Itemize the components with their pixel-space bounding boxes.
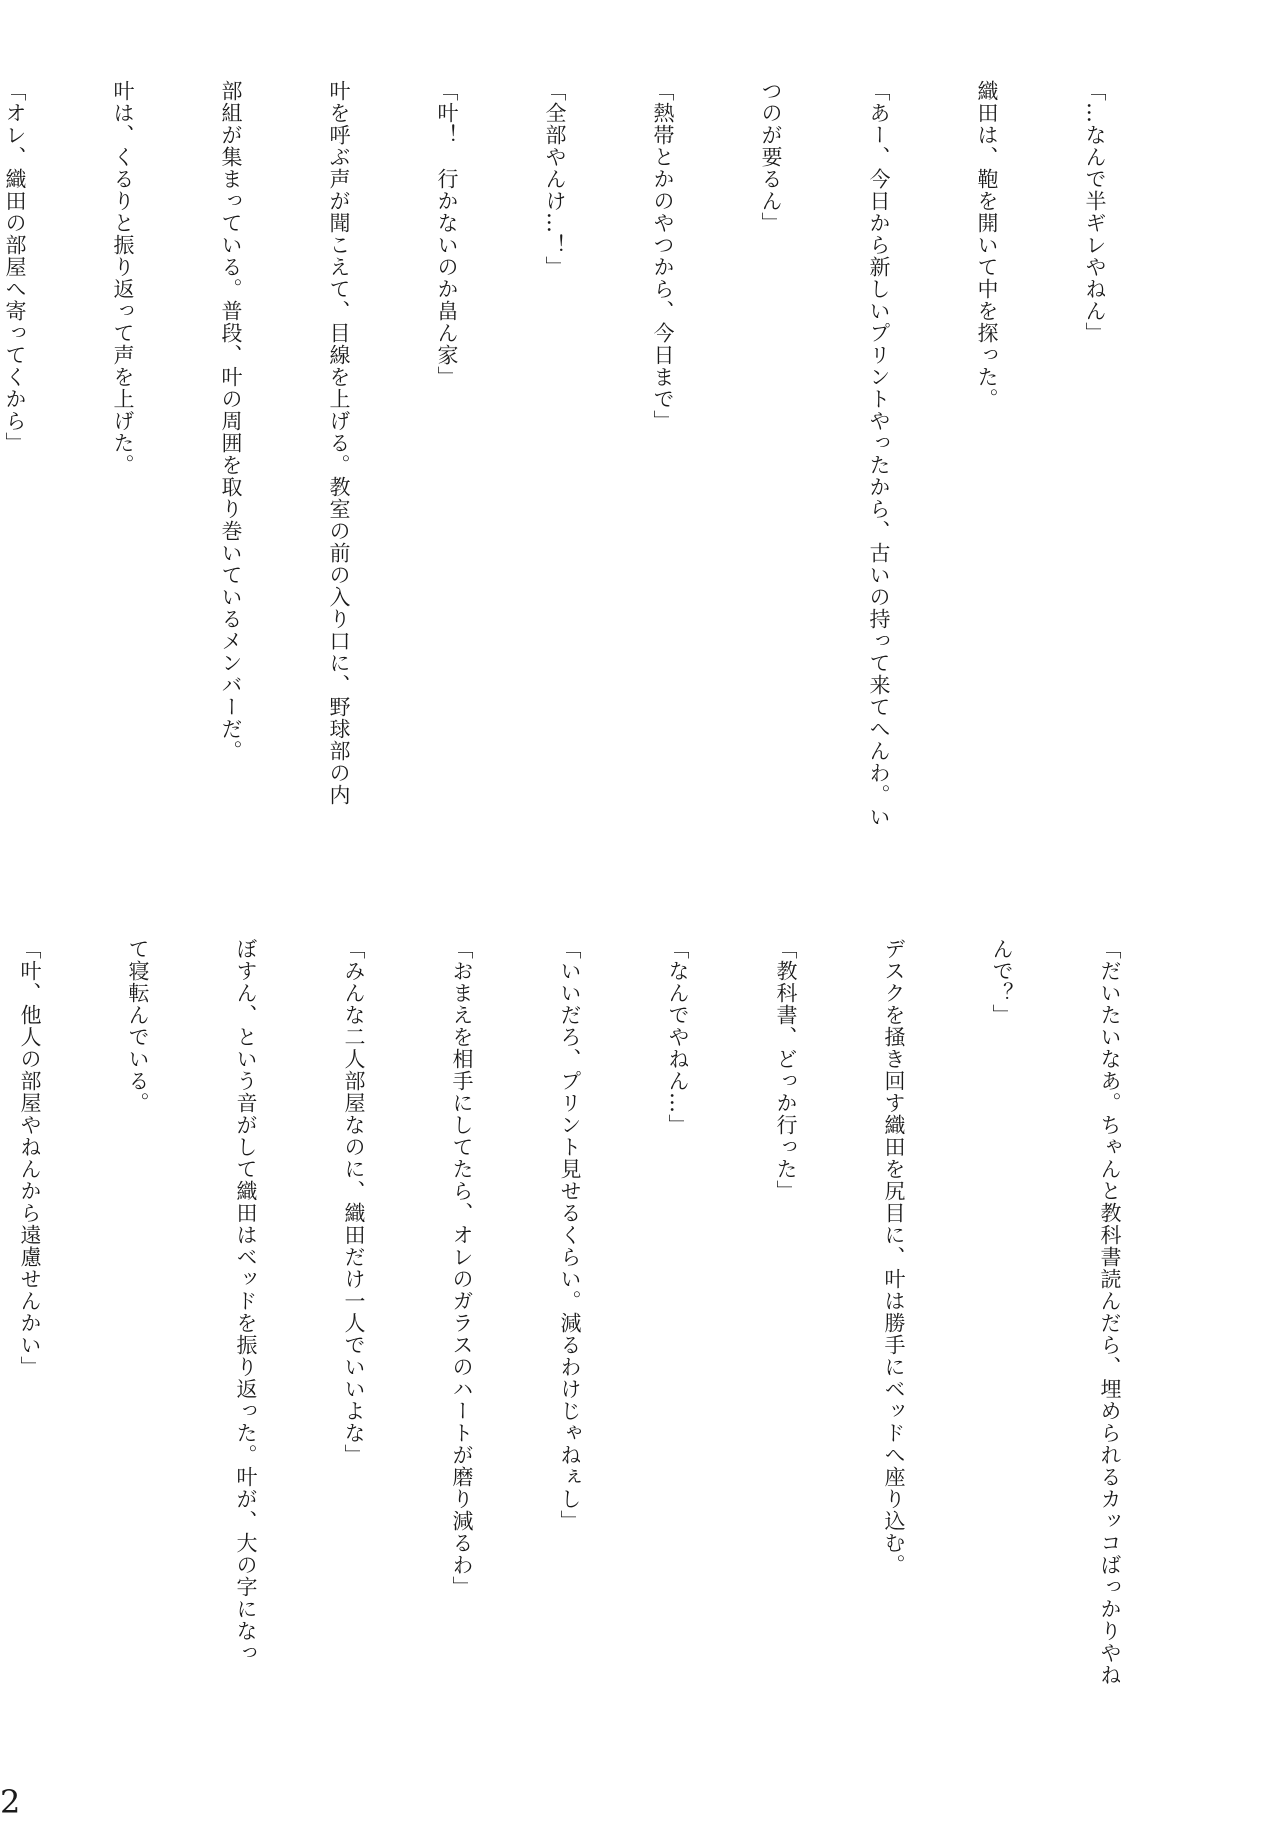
- text-line: 「…なんで半ギレやねん」: [1083, 80, 1107, 344]
- text-line: つのが要るん」: [759, 80, 783, 234]
- text-line: んで？」: [990, 938, 1014, 1026]
- text-line: 「いいだろ、プリント見せるくらい。減るわけじゃねぇし」: [558, 938, 582, 1532]
- text-line: 「オレ、織田の部屋へ寄ってくから」: [3, 80, 27, 454]
- text-line: て寝転んでいる。: [126, 938, 150, 1114]
- text-line: 「だいたいなあ。ちゃんと教科書読んだら、埋められるカッコばっかりやね: [1098, 938, 1122, 1686]
- text-line: 「叶！ 行かないのか畠ん家」: [435, 80, 459, 388]
- text-line: ぼすん、という音がして織田はベッドを振り返った。叶が、大の字になっ: [234, 938, 258, 1664]
- text-line: 叶は、くるりと振り返って声を上げた。: [111, 80, 135, 476]
- text-line: デスクを掻き回す織田を尻目に、叶は勝手にベッドへ座り込む。: [882, 938, 906, 1576]
- text-line: 「熱帯とかのやつから、今日まで」: [651, 80, 675, 432]
- text-column-top: [3, 80, 1185, 860]
- text-line: 「叶、他人の部屋やねんから遠慮せんかい」: [18, 938, 42, 1378]
- text-line: 「みんな二人部屋なのに、織田だけ一人でいいよな」: [342, 938, 366, 1466]
- text-line: 「なんでやねん…」: [666, 938, 690, 1136]
- text-line: 「あー、今日から新しいプリントやったから、古いの持って来てへんわ。い: [867, 80, 891, 828]
- text-column-bottom: [18, 938, 1200, 1738]
- text-line: 「おまえを相手にしてたら、オレのガラスのハートが磨り減るわ」: [450, 938, 474, 1598]
- text-line: 織田は、鞄を開いて中を探った。: [975, 80, 999, 410]
- page-number: 2: [0, 1783, 21, 1821]
- text-line: 部組が集まっている。普段、叶の周囲を取り巻いているメンバーだ。: [219, 80, 243, 762]
- text-line: 「教科書、どっか行った」: [774, 938, 798, 1202]
- text-line: 「全部やんけ…！」: [543, 80, 567, 278]
- text-line: 叶を呼ぶ声が聞こえて、目線を上げる。教室の前の入り口に、野球部の内: [327, 80, 351, 806]
